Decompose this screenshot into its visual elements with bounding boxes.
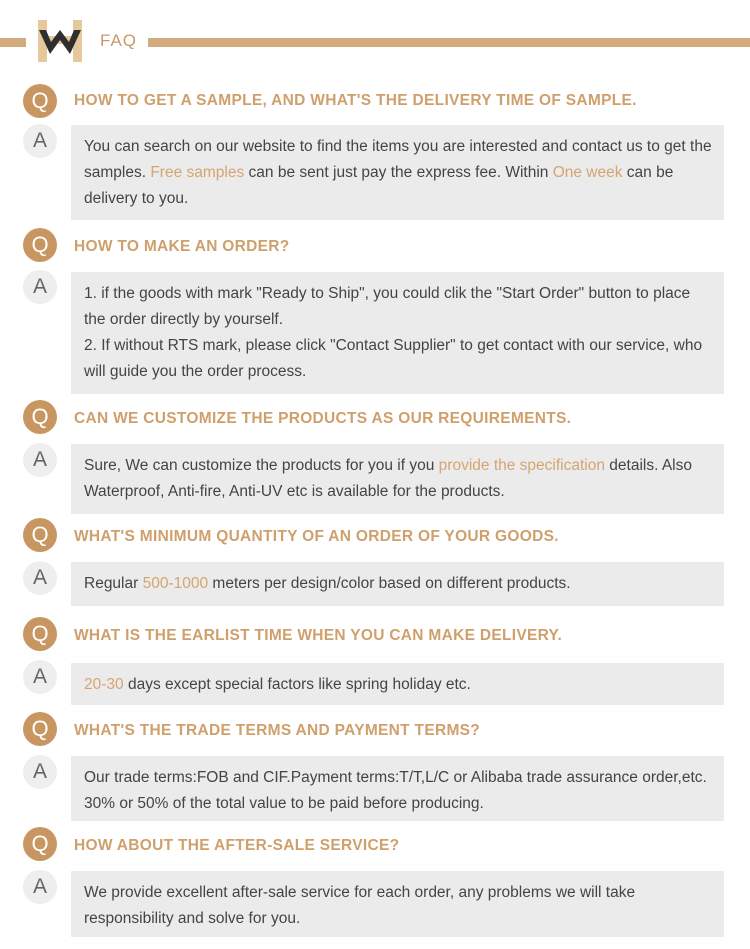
- faq-answer-moq: [71, 562, 724, 606]
- faq-answer-after-sale: [71, 871, 724, 937]
- faq-answer-delivery: [71, 663, 724, 705]
- question-badge: Q: [23, 518, 57, 552]
- highlight-one-week: One week: [552, 164, 623, 181]
- answer-text: details. Also Waterproof, Anti-fire, Anti-UV etc is available for the products.: [84, 457, 692, 500]
- faq-question-order: HOW TO MAKE AN ORDER?: [74, 238, 290, 255]
- faq-answer-order: [71, 272, 724, 394]
- answer-badge: A: [23, 443, 57, 477]
- answer-line-1: 1. if the goods with mark "Ready to Ship", you could clik the "Start Order" button to place the order directly by yourself.: [84, 285, 691, 328]
- answer-badge: A: [23, 561, 57, 595]
- question-badge: Q: [23, 827, 57, 861]
- faq-question-delivery: WHAT IS THE EARLIST TIME WHEN YOU CAN MAKE DELIVERY.: [74, 627, 563, 644]
- page-title: FAQ: [100, 31, 138, 50]
- faq-answer-terms: [71, 756, 724, 821]
- header-bar-left: [0, 38, 26, 47]
- answer-badge: A: [23, 755, 57, 789]
- faq-header: [0, 0, 750, 70]
- answer-badge: A: [23, 124, 57, 158]
- answer-text: Sure, We can customize the products for you if you: [84, 457, 439, 474]
- faq-question-sample: HOW TO GET A SAMPLE, AND WHAT'S THE DELIVERY TIME OF SAMPLE.: [74, 92, 637, 109]
- question-badge: Q: [23, 228, 57, 262]
- answer-badge: A: [23, 870, 57, 904]
- faq-answer-customize: [71, 444, 724, 514]
- highlight-quantity: 500-1000: [142, 575, 209, 592]
- highlight-free-samples: Free samples: [150, 164, 245, 181]
- highlight-days: 20-30: [84, 676, 124, 693]
- faq-question-terms: WHAT'S THE TRADE TERMS AND PAYMENT TERMS?: [74, 722, 481, 739]
- answer-text: meters per design/color based on different products.: [208, 575, 571, 592]
- answer-text: We provide excellent after-sale service for each order, any problems we will take responsibility and solve for you.: [84, 884, 636, 927]
- question-badge: Q: [23, 84, 57, 118]
- question-badge: Q: [23, 617, 57, 651]
- highlight-specification: provide the specification: [438, 457, 605, 474]
- header-bar-right: [148, 38, 750, 47]
- answer-badge: A: [23, 660, 57, 694]
- answer-text: can be delivery to you.: [84, 164, 674, 207]
- hw-logo-icon: [36, 18, 84, 64]
- answer-text: days except special factors like spring holiday etc.: [123, 676, 471, 693]
- question-badge: Q: [23, 400, 57, 434]
- answer-text: can be sent just pay the express fee. Within: [244, 164, 553, 181]
- answer-badge: A: [23, 270, 57, 304]
- faq-question-after-sale: HOW ABOUT THE AFTER-SALE SERVICE?: [74, 837, 400, 854]
- answer-text: Our trade terms:FOB and CIF.Payment terms:T/T,L/C or Alibaba trade assurance order,etc. 30% or 50% of the total value to be paid before producing.: [84, 769, 707, 812]
- question-badge: Q: [23, 712, 57, 746]
- answer-text: Regular: [84, 575, 143, 592]
- faq-question-moq: WHAT'S MINIMUM QUANTITY OF AN ORDER OF YOUR GOODS.: [74, 528, 559, 545]
- faq-question-customize: CAN WE CUSTOMIZE THE PRODUCTS AS OUR REQUIREMENTS.: [74, 410, 572, 427]
- answer-line-2: 2. If without RTS mark, please click "Contact Supplier" to get contact with our service, who will guide you the order process.: [84, 337, 703, 380]
- answer-text: You can search on our website to find the items you are interested and contact us to get the samples.: [84, 138, 712, 181]
- faq-answer-sample: [71, 125, 724, 220]
